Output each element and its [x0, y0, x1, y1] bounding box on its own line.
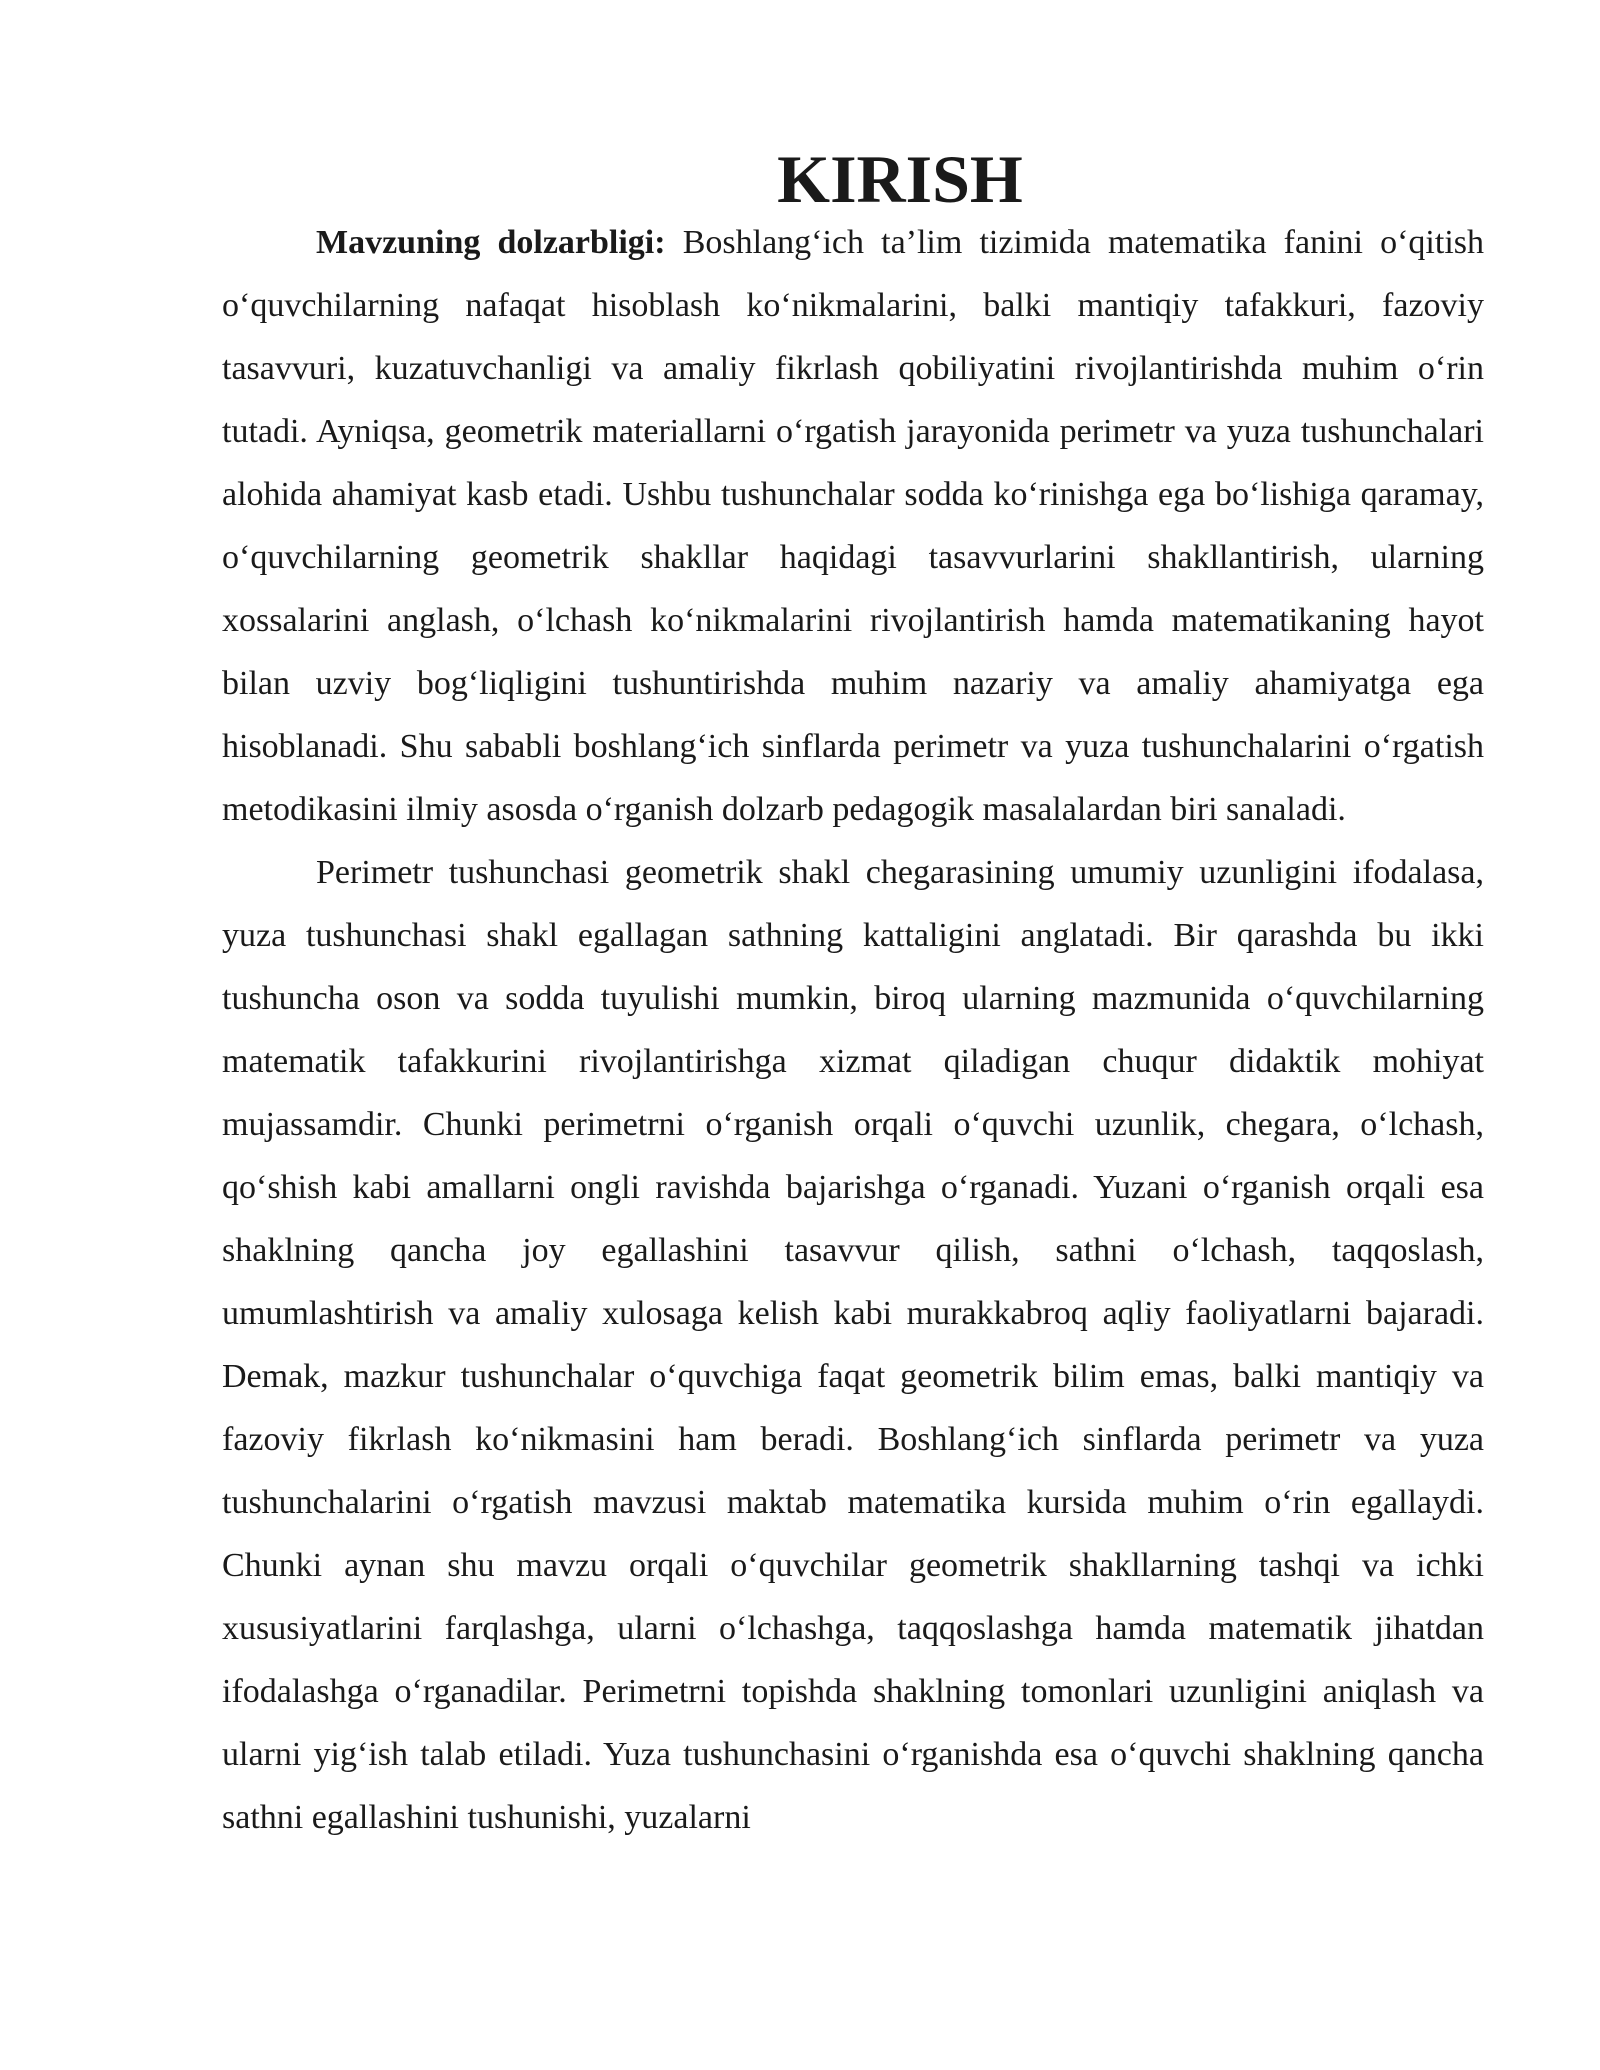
paragraph-text: Boshlang‘ich ta’lim tizimida matematika fanini o‘qitish o‘quvchilarning nafaqat hisoblash ko‘nikmalarini, balki mantiqiy tafakkuri, fazoviy tasavvuri, kuzatuvchanligi va amaliy fikrlash qobiliyatini rivojlantirishda muhim o‘rin tutadi. Ayniqsa, geometrik materiallarni o‘rgatish jarayonida perimetr va yuza tushunchalari alohida ahamiyat kasb etadi. Ushbu tushunchalar sodda ko‘rinishga ega bo‘lishiga qaramay, o‘quvchilarning geometrik shakllar haqidagi tasavvurlarini shakllantirish, ularning xossalarini anglash, o‘lchash ko‘nikmalarini rivojlantirish hamda matematikaning hayot bilan uzviy bog‘liqligini tushuntirishda muhim nazariy va amaliy ahamiyatga ega hisoblanadi. Shu sababli boshlang‘ich sinflarda perimetr va yuza tushunchalarini o‘rgatish metodikasini ilmiy asosda o‘rganish dolzarb pedagogik masalalardan biri sanaladi.: [222, 224, 1485, 828]
paragraph-relevance: [222, 211, 1484, 841]
paragraph-text: Perimetr tushunchasi geometrik shakl chegarasining umumiy uzunligini ifodalasa, yuza tushunchasi shakl egallagan sathning kattaligini anglatadi. Bir qarashda bu ikki tushuncha oson va sodda tuyulishi mumkin, biroq ularning mazmunida o‘quvchilarning matematik tafakkurini rivojlantirishga xizmat qiladigan chuqur didaktik mohiyat mujassamdir. Chunki perimetrni o‘rganish orqali o‘quvchi uzunlik, chegara, o‘lchash, qo‘shish kabi amallarni ongli ravishda bajarishga o‘rganadi. Yuzani o‘rganish orqali esa shaklning qancha joy egallashini tasavvur qilish, sathni o‘lchash, taqqoslash, umumlashtirish va amaliy xulosaga kelish kabi murakkabroq aqliy faoliyatlarni bajaradi. Demak, mazkur tushunchalar o‘quvchiga faqat geometrik bilim emas, balki mantiqiy va fazoviy fikrlash ko‘nikmasini ham beradi. Boshlang‘ich sinflarda perimetr va yuza tushunchalarini o‘rgatish mavzusi maktab matematika kursida muhim o‘rin egallaydi. Chunki aynan shu mavzu orqali o‘quvchilar geometrik shakllarning tashqi va ichki xususiyatlarini farqlashga, ularni o‘lchashga, taqqoslashga hamda matematik jihatdan ifodalashga o‘rganadilar. Perimetrni topishda shaklning tomonlari uzunligini aniqlash va ularni yig‘ish talab etiladi. Yuza tushunchasini o‘rganishda esa o‘quvchi shaklning qancha sathni egallashini tushunishi, yuzalarni: [222, 854, 1484, 1836]
paragraph-perimeter-area: [222, 841, 1484, 1849]
document-body: [222, 141, 1485, 1849]
paragraph-lead-heading: Mavzuning dolzarbligi:: [316, 224, 666, 261]
page-title: KIRISH: [777, 141, 1023, 217]
